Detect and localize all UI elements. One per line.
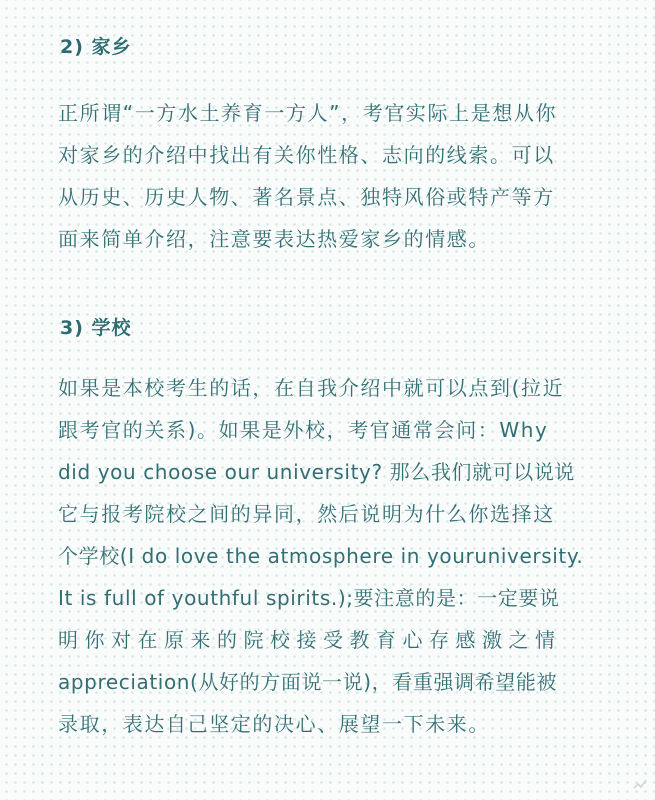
text-line: 如果是本校考生的话，在自我介绍中就可以点到(拉近 xyxy=(58,376,565,400)
text-line: 跟考官的关系)。如果是外校，考官通常会问：Why xyxy=(58,418,549,442)
text-line: did you choose our university? 那么我们就可以说说 xyxy=(58,460,576,484)
text-line: 面来简单介绍，注意要表达热爱家乡的情感。 xyxy=(58,227,490,251)
section-heading-hometown: 2) 家乡 xyxy=(60,36,132,58)
paragraph-hometown xyxy=(58,92,618,260)
paragraph-school xyxy=(58,367,618,745)
corner-watermark-icon xyxy=(631,776,649,794)
text-line: 明你对在原来的院校接受教育心存感激之情 xyxy=(58,628,562,652)
text-line: 正所谓“一方水土养育一方人”，考官实际上是想从你 xyxy=(58,101,558,125)
text-line: It is full of youthful spirits.);要注意的是：一定要说 xyxy=(58,586,560,610)
text-line: appreciation(从好的方面说一说)，看重强调希望能被 xyxy=(58,670,558,694)
text-line: 录取，表达自己坚定的决心、展望一下未来。 xyxy=(58,712,490,736)
text-line: 从历史、历史人物、著名景点、独特风俗或特产等方 xyxy=(58,185,555,209)
text-line: 个学校(I do love the atmosphere in youruniversity. xyxy=(58,544,584,568)
section-heading-school: 3) 学校 xyxy=(60,317,132,339)
text-line: 它与报考院校之间的异同，然后说明为什么你选择这 xyxy=(58,502,555,526)
text-line: 对家乡的介绍中找出有关你性格、志向的线索。可以 xyxy=(58,143,555,167)
